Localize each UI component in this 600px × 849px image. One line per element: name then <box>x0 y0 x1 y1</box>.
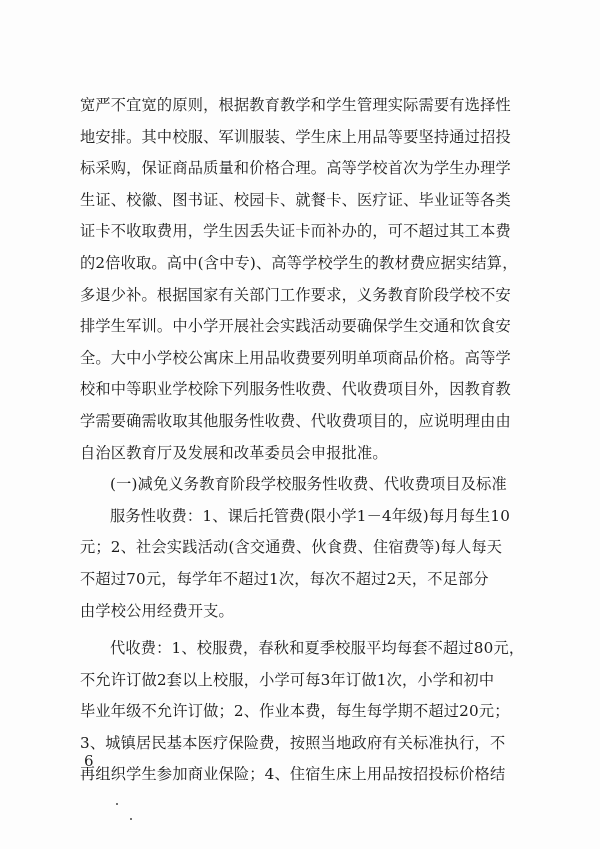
paragraph-1-line-4: 生证、校徽、图书证、校园卡、就餐卡、医疗证、毕业证等各类 <box>80 190 511 209</box>
paragraph-1-line-10: 校和中等职业学校除下列服务性收费、代收费项目外，因教育教 <box>80 380 511 399</box>
paragraph-1-line-5: 证卡不收取费用，学生因丢失证卡而补办的，可不超过其工本费 <box>80 222 511 241</box>
scan-speck <box>116 803 118 805</box>
paragraph-2-line-2: 元；2、社会实践活动(含交通费、伙食费、住宿费等)每人每天 <box>80 538 503 557</box>
paragraph-2-line-4: 由学校公用经费开支。 <box>80 601 234 620</box>
document-body <box>80 90 540 791</box>
paragraph-1-line-1: 宽严不宜宽的原则，根据教育教学和学生管理实际需要有选择性 <box>80 96 511 114</box>
paragraph-3-line-3: 毕业年级不允许订做；2、作业本费，每生每学期不超过20元； <box>80 702 510 721</box>
paragraph-1-line-12: 自治区教育厅及发展和改革委员会申报批准。 <box>80 443 388 462</box>
paragraph-1-line-7: 多退少补。根据国家有关部门工作要求，义务教育阶段学校不安 <box>80 285 511 304</box>
paragraph-1-line-9: 全。大中小学校公寓床上用品收费要列明单项商品价格。高等学 <box>80 348 511 367</box>
page-number: 6 <box>84 752 94 770</box>
paragraph-3-line-4: 3、城镇居民基本医疗保险费，按照当地政府有关标准执行，不 <box>80 733 506 752</box>
paragraph-2-line-3: 不超过70元，每学年不超过1次，每次不超过2天，不足部分 <box>80 569 489 588</box>
paragraph-1-line-6: 的2倍收取。高中(含中专)、高等学校学生的教材费应据实结算， <box>80 253 518 272</box>
scan-speck <box>130 818 132 820</box>
paragraph-1-line-8: 排学生军训。中小学开展社会实践活动要确保学生交通和饮食安 <box>80 317 511 336</box>
paragraph-3-line-5: 再组织学生参加商业保险；4、住宿生床上用品按招投标价格结 <box>80 765 506 784</box>
section-heading: (一)减免义务教育阶段学校服务性收费、代收费项目及标准 <box>110 475 507 494</box>
paragraph-1-line-3: 标采购，保证商品质量和价格合理。高等学校首次为学生办理学 <box>80 159 511 178</box>
paragraph-1-line-11: 学需要确需收取其他服务性收费、代收费项目的，应说明理由由 <box>80 411 511 430</box>
paragraph-2-line-1: 服务性收费：1、课后托管费(限小学1－4年级)每月每生10 <box>110 506 511 525</box>
paragraph-3-line-1: 代收费：1、校服费，春秋和夏季校服平均每套不超过80元， <box>110 639 525 658</box>
paragraph-3-line-2: 不允许订做2套以上校服，小学可每3年订做1次，小学和初中 <box>80 670 495 689</box>
paragraph-1-line-2: 地安排。其中校服、军训服装、学生床上用品等要坚持通过招投 <box>80 127 511 146</box>
